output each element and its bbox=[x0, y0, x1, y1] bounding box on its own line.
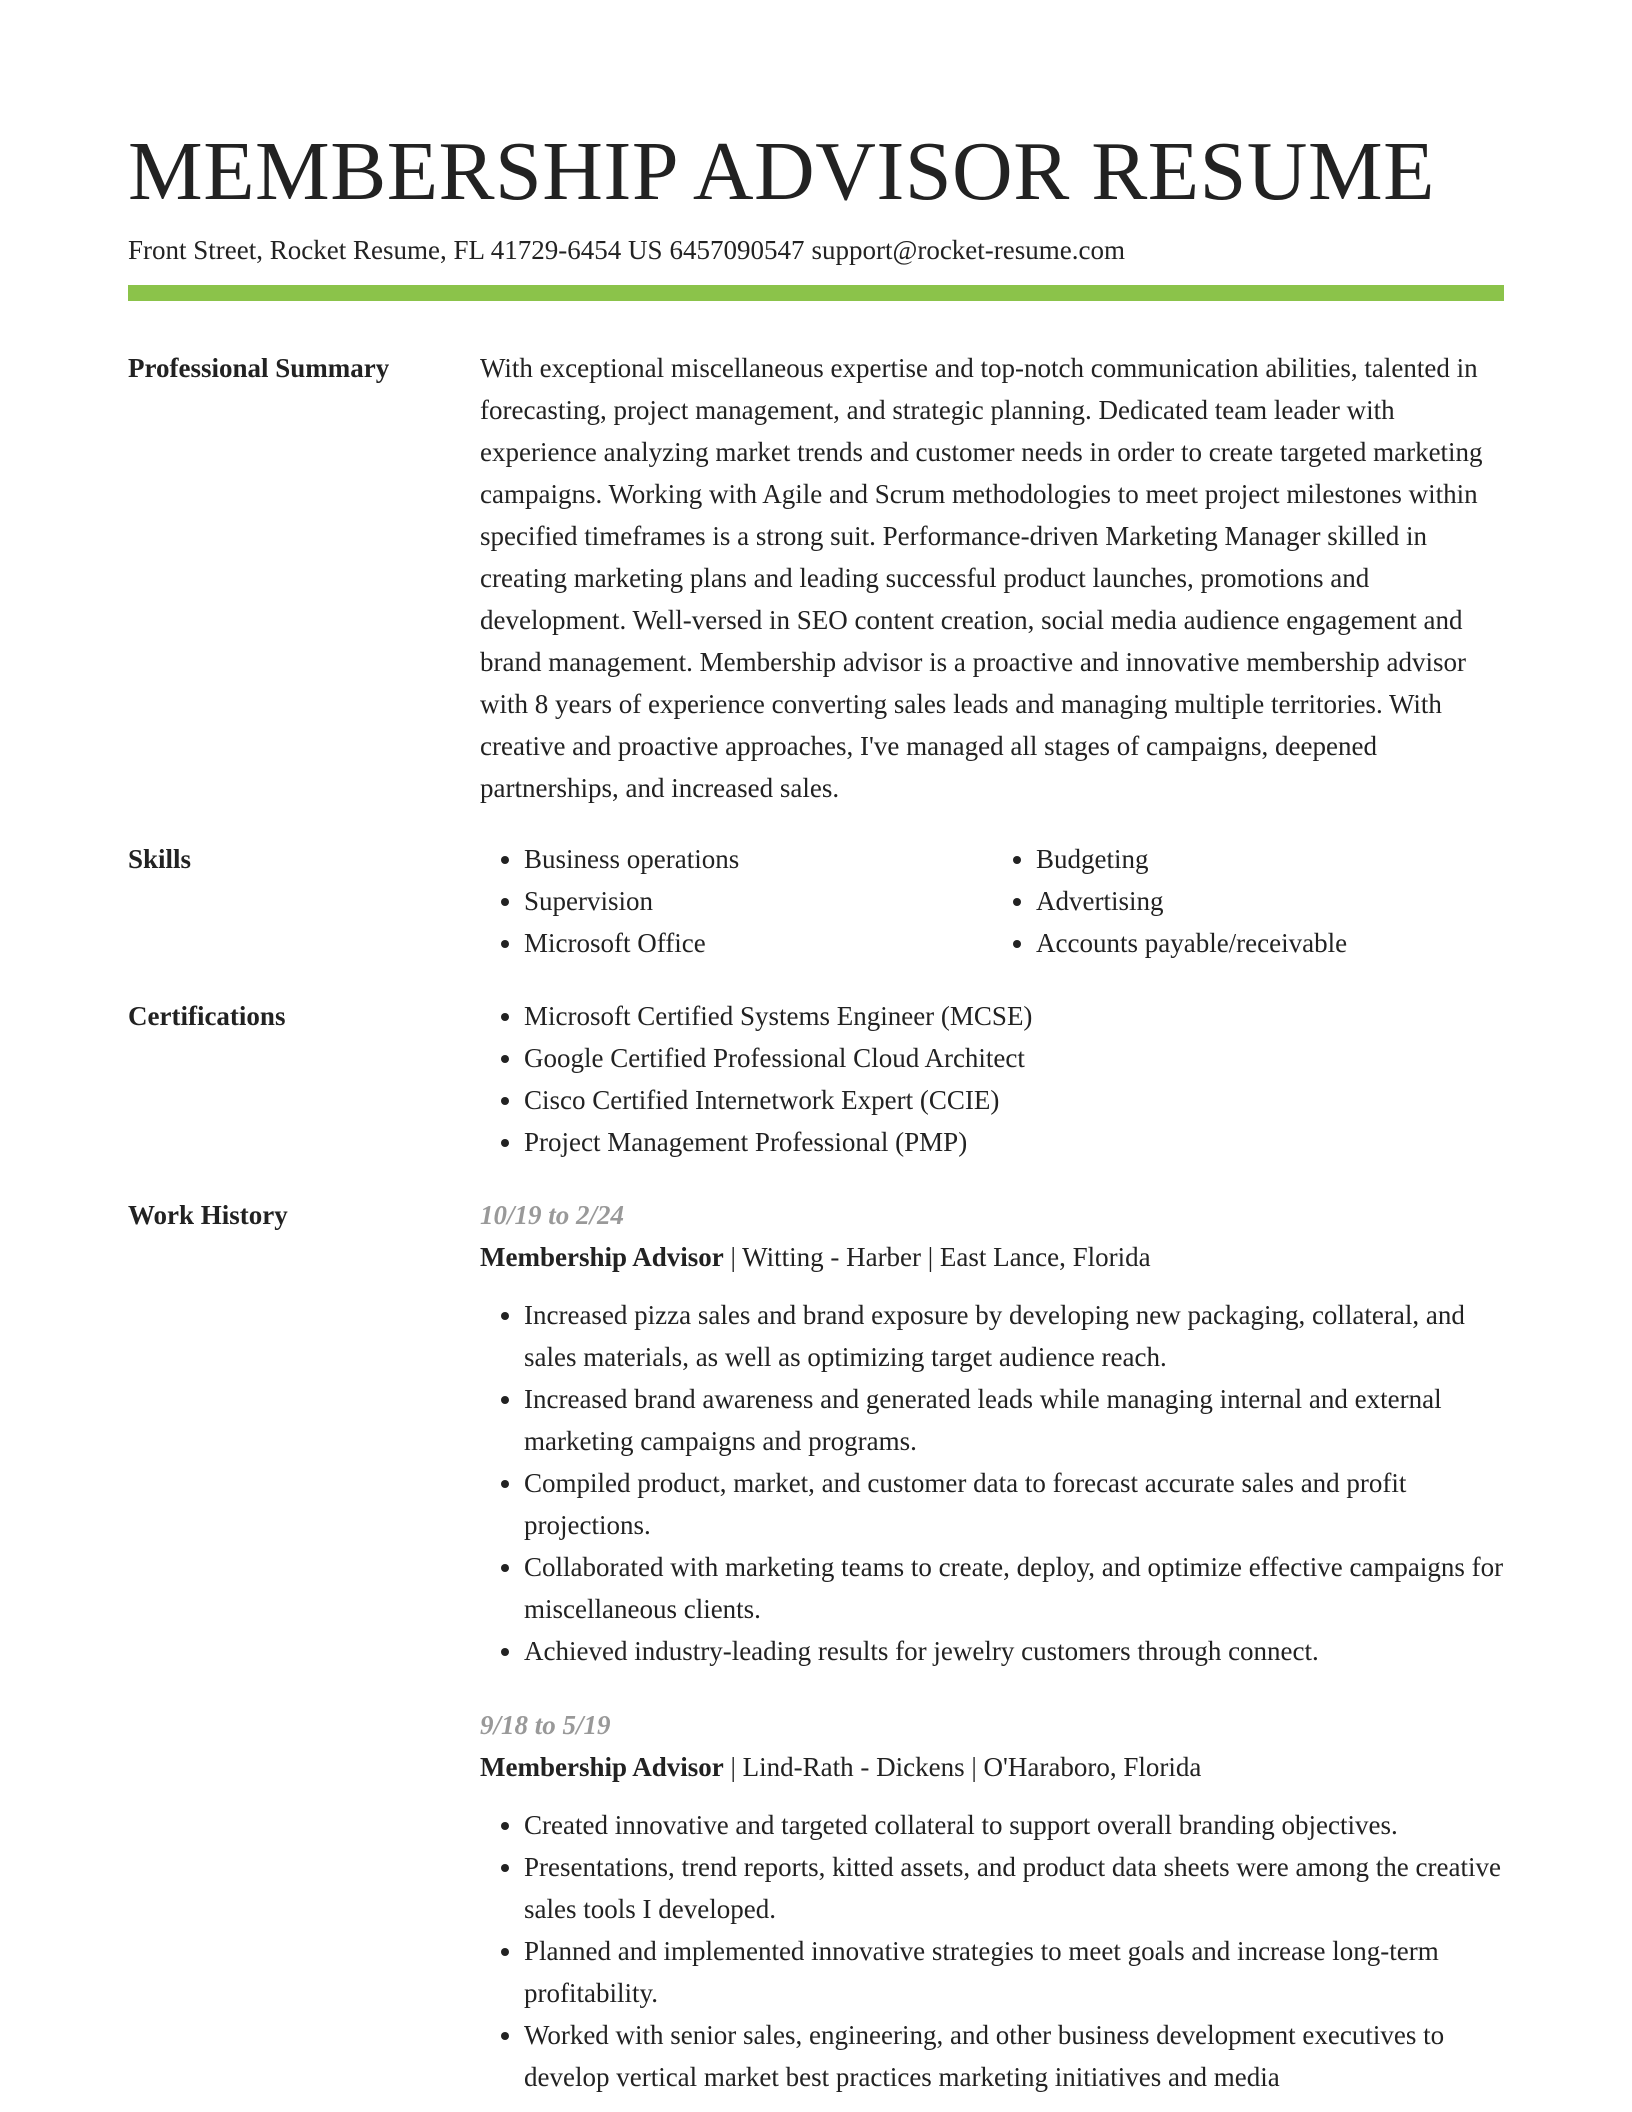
resume-title: MEMBERSHIP ADVISOR RESUME bbox=[128, 125, 1435, 218]
job-bullet: • Compiled product, market, and customer data to forecast accurate sales and profit projections. bbox=[524, 1462, 1504, 1546]
skill-item: • Microsoft Office bbox=[524, 922, 992, 964]
job-bullet: • Increased pizza sales and brand exposure by developing new packaging, collateral, and sales materials, as well as optimizing target audience reach. bbox=[524, 1294, 1504, 1378]
certifications-list bbox=[480, 995, 1504, 1163]
job-bullet: • Increased brand awareness and generated leads while managing internal and external marketing campaigns and programs. bbox=[524, 1378, 1504, 1462]
skills-list-left bbox=[480, 838, 992, 964]
job-entry bbox=[480, 1704, 1504, 2098]
job-title: Membership Advisor bbox=[480, 1752, 724, 1782]
summary-text: With exceptional miscellaneous expertise and top-notch communication abilities, talented in forecasting, project management, and strategic planning. Dedicated team leader with experience analyzing market trends and customer needs in order to create targeted marketing campaigns. Working with Agile and Scrum methodologies to meet project milestones within specified timeframes is a strong suit. Performance-driven Marketing Manager skilled in creating marketing plans and leading successful product launches, promotions and development. Well-versed in SEO content creation, social media audience engagement and brand management. Membership advisor is a proactive and innovative membership advisor with 8 years of experience converting sales leads and managing multiple territories. With creative and proactive approaches, I've managed all stages of campaigns, deepened partnerships, and increased sales. bbox=[480, 353, 1483, 803]
job-bullet: • Created innovative and targeted collateral to support overall branding objectives. bbox=[524, 1804, 1504, 1846]
skill-item: • Business operations bbox=[524, 838, 992, 880]
skills-list-right bbox=[992, 838, 1504, 964]
job-entry bbox=[480, 1194, 1504, 1672]
certification-item: • Project Management Professional (PMP) bbox=[524, 1121, 1504, 1163]
header-divider bbox=[128, 285, 1504, 301]
job-bullets bbox=[480, 1294, 1504, 1672]
job-bullets bbox=[480, 1804, 1504, 2098]
certification-item: • Google Certified Professional Cloud Architect bbox=[524, 1037, 1504, 1079]
job-bullet: • Collaborated with marketing teams to create, deploy, and optimize effective campaigns for miscellaneous clients. bbox=[524, 1546, 1504, 1630]
section-label-certifications: Certifications bbox=[128, 1001, 286, 1031]
skill-item: • Supervision bbox=[524, 880, 992, 922]
certification-item: • Cisco Certified Internetwork Expert (CCIE) bbox=[524, 1079, 1504, 1121]
section-label-work-history: Work History bbox=[128, 1200, 288, 1230]
contact-email[interactable]: support@rocket-resume.com bbox=[811, 235, 1125, 265]
job-heading bbox=[480, 1746, 1504, 1788]
skill-item: • Accounts payable/receivable bbox=[1036, 922, 1504, 964]
section-label-summary: Professional Summary bbox=[128, 353, 390, 383]
job-bullet: • Planned and implemented innovative strategies to meet goals and increase long-term profitability. bbox=[524, 1930, 1504, 2014]
job-title: Membership Advisor bbox=[480, 1242, 724, 1272]
skill-item: • Advertising bbox=[1036, 880, 1504, 922]
job-bullet: • Presentations, trend reports, kitted assets, and product data sheets were among the creative sales tools I developed. bbox=[524, 1846, 1504, 1930]
section-label-skills: Skills bbox=[128, 844, 192, 874]
job-heading bbox=[480, 1236, 1504, 1278]
job-dates: 9/18 to 5/19 bbox=[480, 1710, 611, 1740]
job-employer-location: | Witting - Harber | East Lance, Florida bbox=[723, 1242, 1151, 1272]
job-dates: 10/19 to 2/24 bbox=[480, 1200, 625, 1230]
job-bullet: • Achieved industry-leading results for jewelry customers through connect. bbox=[524, 1630, 1504, 1672]
contact-line bbox=[128, 232, 1125, 268]
contact-phone: 6457090547 bbox=[669, 235, 805, 265]
certification-item: • Microsoft Certified Systems Engineer (MCSE) bbox=[524, 995, 1504, 1037]
contact-address: Front Street, Rocket Resume, FL 41729-6454 US bbox=[128, 235, 663, 265]
skill-item: • Budgeting bbox=[1036, 838, 1504, 880]
job-employer-location: | Lind-Rath - Dickens | O'Haraboro, Florida bbox=[723, 1752, 1202, 1782]
job-bullet: • Worked with senior sales, engineering, and other business development executives to develop vertical market best practices marketing initiatives and media bbox=[524, 2014, 1504, 2098]
